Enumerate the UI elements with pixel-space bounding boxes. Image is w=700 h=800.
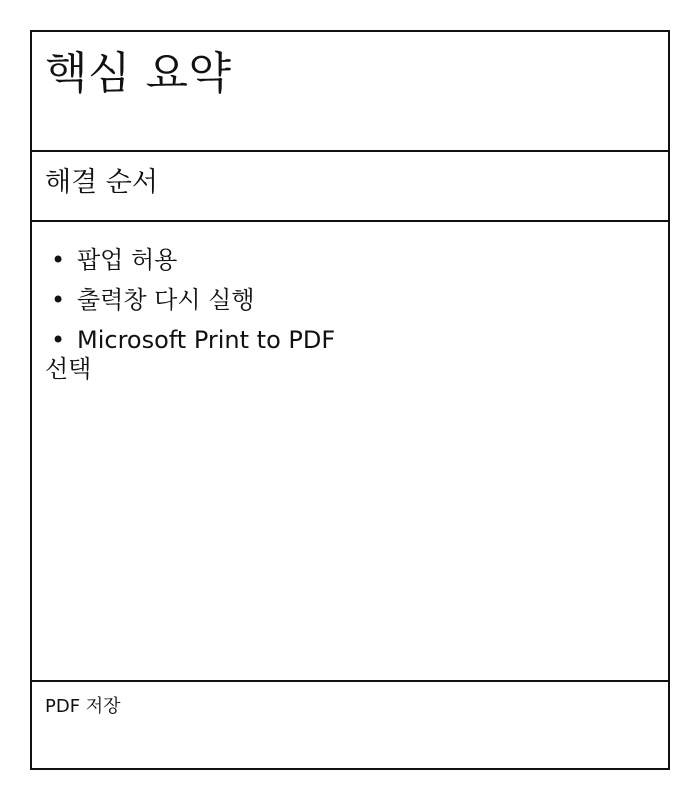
bullet-icon: • bbox=[51, 326, 66, 354]
steps-section bbox=[32, 222, 668, 682]
bullet-icon: • bbox=[51, 286, 66, 314]
step-label: Microsoft Print to PDF bbox=[77, 326, 336, 354]
step-label: 팝업 허용 bbox=[77, 246, 178, 274]
footer-label: PDF 저장 bbox=[45, 696, 121, 717]
list-item bbox=[45, 240, 658, 280]
summary-card bbox=[30, 30, 670, 770]
footer-section bbox=[32, 682, 668, 768]
steps-list bbox=[45, 240, 658, 384]
title-section bbox=[32, 32, 668, 152]
step-label-continuation: 선택 bbox=[45, 355, 92, 383]
page-title: 핵심 요약 bbox=[45, 48, 232, 99]
step-label: 출력창 다시 실행 bbox=[77, 286, 255, 314]
bullet-icon: • bbox=[51, 246, 66, 274]
subtitle-section bbox=[32, 152, 668, 222]
list-item bbox=[45, 280, 658, 320]
section-subtitle: 해결 순서 bbox=[45, 167, 158, 198]
